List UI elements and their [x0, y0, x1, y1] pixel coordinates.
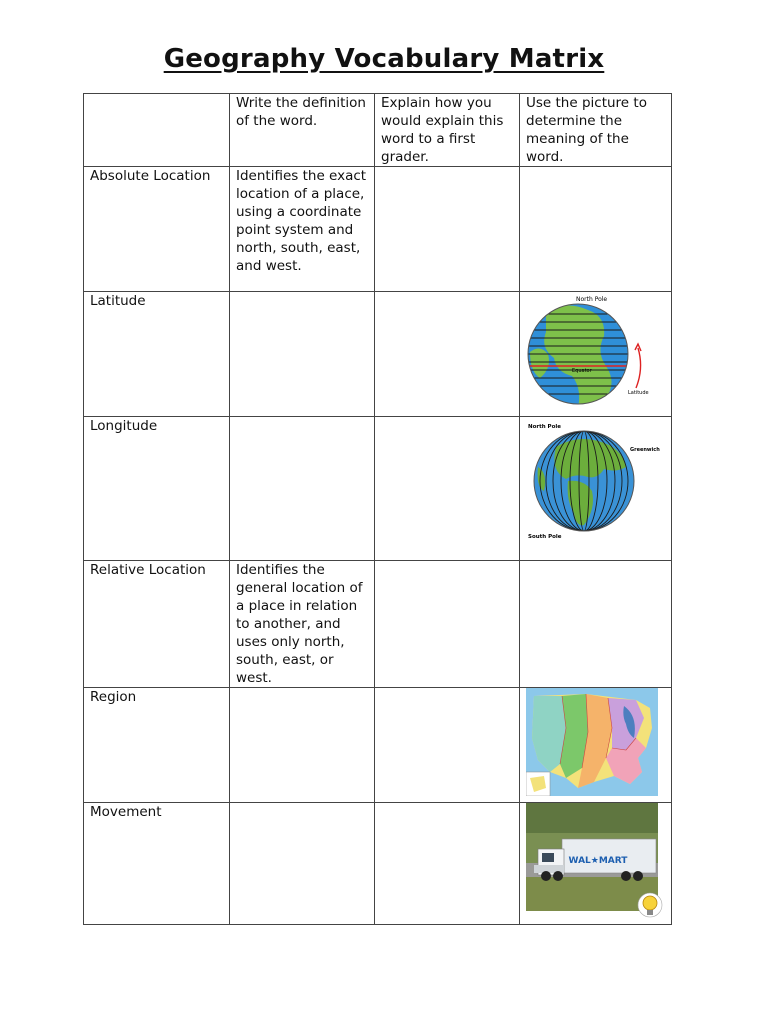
- term-cell: Absolute Location: [84, 167, 230, 292]
- table-row: [84, 167, 672, 292]
- term-cell: Longitude: [84, 417, 230, 561]
- header-picture: Use the picture to determine the meaning of the word.: [520, 94, 672, 167]
- term-cell: Region: [84, 688, 230, 803]
- picture-cell: [520, 561, 672, 688]
- header-term: [84, 94, 230, 167]
- header-explanation: Explain how you would explain this word to a first grader.: [375, 94, 520, 167]
- explanation-cell: [375, 803, 520, 925]
- table-row: [84, 292, 672, 417]
- definition-cell: [230, 688, 375, 803]
- term-cell: Latitude: [84, 292, 230, 417]
- north-pole-label: North Pole: [576, 296, 608, 303]
- latitude-globe-image: [526, 292, 656, 408]
- table-row: [84, 561, 672, 688]
- explanation-cell: [375, 561, 520, 688]
- table-row: [84, 417, 672, 561]
- picture-cell: [520, 803, 672, 925]
- greenwich-label: Greenwich: [630, 447, 660, 453]
- picture-cell: [520, 417, 672, 561]
- definition-cell: [230, 803, 375, 925]
- header-definition: Write the definition of the word.: [230, 94, 375, 167]
- picture-cell: [520, 688, 672, 803]
- equator-label: Equator: [572, 368, 592, 374]
- picture-cell: [520, 167, 672, 292]
- explanation-cell: [375, 292, 520, 417]
- table-row: [84, 688, 672, 803]
- walmart-truck-image: [526, 803, 668, 919]
- longitude-globe-image: [526, 417, 660, 545]
- table-row: [84, 803, 672, 925]
- latitude-label: Latitude: [628, 390, 649, 396]
- us-regions-map-image: [526, 688, 658, 796]
- walmart-brand-label: WAL★MART: [568, 856, 628, 866]
- term-cell: Movement: [84, 803, 230, 925]
- south-pole-label: South Pole: [528, 534, 562, 540]
- page-title: Geography Vocabulary Matrix: [163, 44, 605, 74]
- header-row: [84, 94, 672, 167]
- picture-cell: [520, 292, 672, 417]
- term-cell: Relative Location: [84, 561, 230, 688]
- definition-cell: [230, 417, 375, 561]
- explanation-cell: [375, 167, 520, 292]
- explanation-cell: [375, 417, 520, 561]
- definition-cell: [230, 292, 375, 417]
- explanation-cell: [375, 688, 520, 803]
- north-pole-label: North Pole: [528, 424, 561, 430]
- vocabulary-matrix: [83, 93, 672, 925]
- definition-cell: Identifies the general location of a place in relation to another, and uses only north, south, east, or west.: [230, 561, 375, 688]
- definition-cell: Identifies the exact location of a place, using a coordinate point system and north, south, east, and west.: [230, 167, 375, 292]
